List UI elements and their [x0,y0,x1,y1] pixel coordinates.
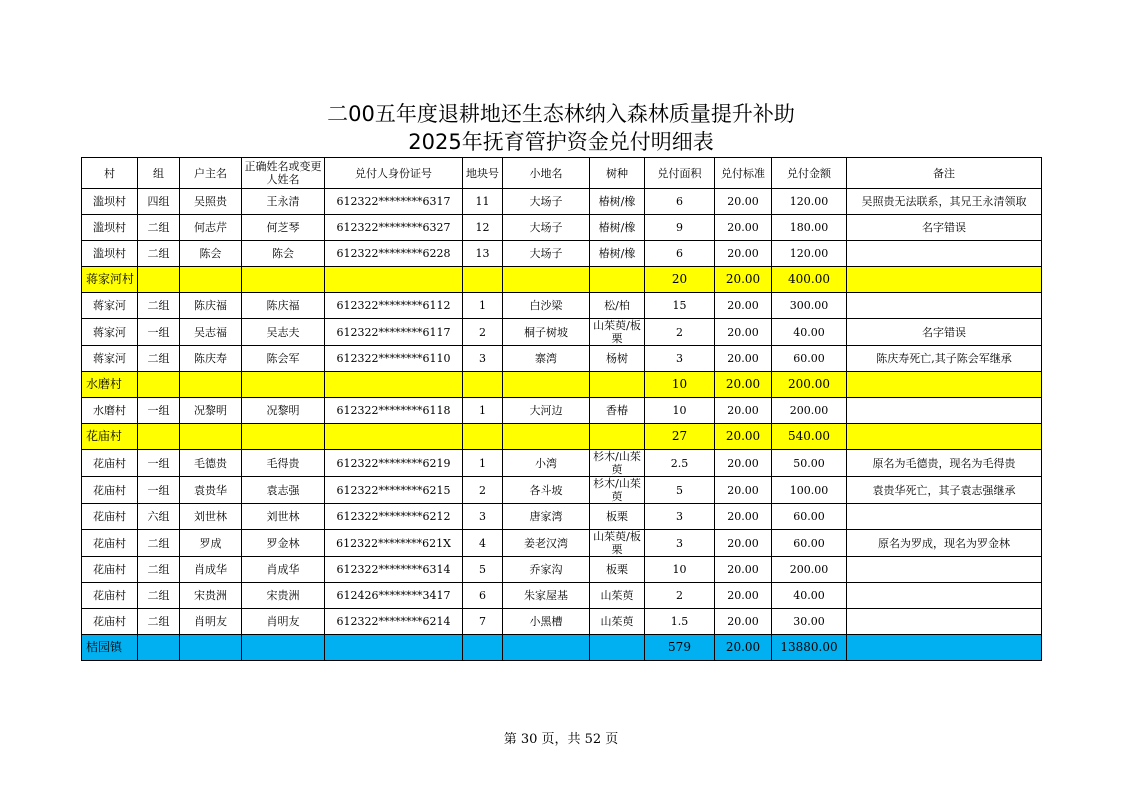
cell-amount: 120.00 [772,241,847,267]
header-area: 兑付面积 [645,158,715,189]
cell-householder: 宋贵洲 [180,583,242,609]
cell-correct-name: 肖成华 [242,557,325,583]
cell-tree-species: 杉木/山茱萸 [590,477,645,504]
cell-amount: 50.00 [772,450,847,477]
cell-correct-name: 袁志强 [242,477,325,504]
cell-tree-species: 板栗 [590,557,645,583]
cell-correct-name: 毛得贵 [242,450,325,477]
cell-id-number: 612322********6110 [325,346,463,372]
cell-area: 3 [645,530,715,557]
cell-householder: 陈会 [180,241,242,267]
page-footer: 第 30 页，共 52 页 [503,732,619,747]
cell-standard: 20.00 [715,450,772,477]
cell-place-name: 小湾 [503,450,590,477]
cell-standard: 20.00 [715,504,772,530]
cell-correct-name: 刘世林 [242,504,325,530]
cell-householder [180,267,242,293]
subtotal-row [82,372,1042,398]
table-row [82,189,1042,215]
cell-group [138,424,180,450]
cell-remark: 名字错误 [847,319,1042,346]
cell-remark [847,241,1042,267]
cell-plot-no: 5 [463,557,503,583]
cell-standard: 20.00 [715,530,772,557]
header-id-number: 兑付人身份证号 [325,158,463,189]
cell-area: 3 [645,346,715,372]
cell-correct-name: 陈会 [242,241,325,267]
cell-plot-no: 2 [463,319,503,346]
header-village: 村 [82,158,138,189]
cell-group: 二组 [138,609,180,635]
cell-remark: 袁贵华死亡，其子袁志强继承 [847,477,1042,504]
subtotal-row [82,267,1042,293]
cell-id-number: 612322********621X [325,530,463,557]
cell-plot-no [463,424,503,450]
cell-area: 1.5 [645,609,715,635]
cell-amount: 13880.00 [772,635,847,661]
cell-tree-species: 山茱萸/板栗 [590,530,645,557]
cell-place-name [503,267,590,293]
cell-standard: 20.00 [715,635,772,661]
cell-id-number [325,267,463,293]
cell-tree-species [590,424,645,450]
cell-group: 二组 [138,557,180,583]
cell-village: 花庙村 [82,477,138,504]
cell-tree-species: 椿树/橡 [590,189,645,215]
table-row [82,557,1042,583]
header-standard: 兑付标准 [715,158,772,189]
cell-group: 四组 [138,189,180,215]
cell-group [138,635,180,661]
cell-amount: 40.00 [772,583,847,609]
cell-id-number: 612322********6212 [325,504,463,530]
cell-id-number [325,424,463,450]
payment-table [81,157,1042,661]
cell-amount: 200.00 [772,372,847,398]
cell-remark [847,424,1042,450]
total-row [82,635,1042,661]
table-row [82,609,1042,635]
cell-village: 滥坝村 [82,241,138,267]
cell-village: 蒋家河村 [82,267,138,293]
cell-group [138,267,180,293]
table-row [82,319,1042,346]
cell-group: 二组 [138,583,180,609]
table-row [82,346,1042,372]
cell-plot-no [463,635,503,661]
cell-place-name: 姜老汉湾 [503,530,590,557]
cell-group: 二组 [138,346,180,372]
cell-standard: 20.00 [715,189,772,215]
cell-village: 花庙村 [82,504,138,530]
cell-correct-name [242,635,325,661]
cell-village: 蒋家河 [82,293,138,319]
cell-id-number: 612322********6228 [325,241,463,267]
cell-tree-species: 杉木/山茱萸 [590,450,645,477]
cell-householder: 袁贵华 [180,477,242,504]
cell-plot-no [463,267,503,293]
cell-tree-species: 杨树 [590,346,645,372]
cell-householder: 毛德贵 [180,450,242,477]
cell-remark [847,557,1042,583]
cell-area: 10 [645,398,715,424]
cell-amount: 60.00 [772,504,847,530]
table-row [82,583,1042,609]
cell-area: 20 [645,267,715,293]
cell-village: 水磨村 [82,398,138,424]
table-row [82,293,1042,319]
header-group: 组 [138,158,180,189]
cell-remark [847,372,1042,398]
cell-tree-species: 山茱萸 [590,583,645,609]
cell-place-name: 小黑槽 [503,609,590,635]
cell-group: 二组 [138,241,180,267]
cell-householder: 肖成华 [180,557,242,583]
cell-group: 一组 [138,398,180,424]
cell-area: 5 [645,477,715,504]
cell-village: 花庙村 [82,424,138,450]
cell-remark [847,609,1042,635]
cell-tree-species [590,267,645,293]
cell-id-number: 612322********6214 [325,609,463,635]
cell-id-number: 612426********3417 [325,583,463,609]
cell-id-number: 612322********6327 [325,215,463,241]
cell-amount: 200.00 [772,398,847,424]
cell-place-name [503,372,590,398]
cell-plot-no: 1 [463,398,503,424]
cell-amount: 120.00 [772,189,847,215]
table-row [82,450,1042,477]
cell-village: 蒋家河 [82,319,138,346]
cell-id-number: 612322********6117 [325,319,463,346]
cell-standard: 20.00 [715,557,772,583]
cell-householder: 吴照贵 [180,189,242,215]
cell-group: 二组 [138,293,180,319]
cell-remark: 陈庆寿死亡,其子陈会军继承 [847,346,1042,372]
cell-amount: 180.00 [772,215,847,241]
cell-area: 27 [645,424,715,450]
cell-correct-name: 况黎明 [242,398,325,424]
cell-householder: 吴志福 [180,319,242,346]
cell-standard: 20.00 [715,583,772,609]
cell-plot-no: 13 [463,241,503,267]
cell-group: 一组 [138,450,180,477]
cell-amount: 60.00 [772,530,847,557]
cell-remark: 原名为毛德贵，现名为毛得贵 [847,450,1042,477]
cell-standard: 20.00 [715,372,772,398]
page-subtitle: 2025年抚育管护资金兑付明细表 [408,130,714,154]
cell-correct-name [242,424,325,450]
cell-place-name: 桐子树坡 [503,319,590,346]
cell-place-name: 各斗坡 [503,477,590,504]
cell-place-name: 白沙梁 [503,293,590,319]
cell-remark: 原名为罗成，现名为罗金林 [847,530,1042,557]
cell-group: 六组 [138,504,180,530]
cell-standard: 20.00 [715,319,772,346]
cell-place-name: 唐家湾 [503,504,590,530]
cell-remark [847,583,1042,609]
cell-remark: 吴照贵无法联系，其兄王永清领取 [847,189,1042,215]
cell-id-number: 612322********6314 [325,557,463,583]
cell-remark [847,635,1042,661]
cell-plot-no: 1 [463,450,503,477]
cell-correct-name: 宋贵洲 [242,583,325,609]
header-remark: 备注 [847,158,1042,189]
cell-place-name: 大场子 [503,189,590,215]
header-correct-name: 正确姓名或变更人姓名 [242,158,325,189]
cell-standard: 20.00 [715,398,772,424]
cell-plot-no: 6 [463,583,503,609]
cell-householder: 陈庆寿 [180,346,242,372]
cell-village: 桔园镇 [82,635,138,661]
cell-householder: 刘世林 [180,504,242,530]
cell-remark [847,293,1042,319]
cell-place-name: 寨湾 [503,346,590,372]
cell-correct-name: 陈会军 [242,346,325,372]
cell-area: 9 [645,215,715,241]
header-plot-no: 地块号 [463,158,503,189]
cell-id-number: 612322********6219 [325,450,463,477]
cell-amount: 540.00 [772,424,847,450]
cell-householder: 况黎明 [180,398,242,424]
cell-householder: 罗成 [180,530,242,557]
table-row [82,241,1042,267]
cell-tree-species: 板栗 [590,504,645,530]
cell-tree-species: 山茱萸/板栗 [590,319,645,346]
cell-standard: 20.00 [715,346,772,372]
cell-tree-species: 椿树/橡 [590,215,645,241]
cell-correct-name [242,267,325,293]
subtotal-row [82,424,1042,450]
cell-area: 2 [645,583,715,609]
cell-amount: 100.00 [772,477,847,504]
cell-place-name [503,424,590,450]
cell-area: 2.5 [645,450,715,477]
cell-group: 一组 [138,319,180,346]
cell-village: 花庙村 [82,450,138,477]
cell-householder [180,635,242,661]
cell-plot-no: 4 [463,530,503,557]
cell-standard: 20.00 [715,424,772,450]
cell-area: 2 [645,319,715,346]
cell-correct-name: 罗金林 [242,530,325,557]
table-row [82,504,1042,530]
cell-plot-no: 1 [463,293,503,319]
cell-householder: 陈庆福 [180,293,242,319]
header-tree-species: 树种 [590,158,645,189]
cell-village: 水磨村 [82,372,138,398]
cell-id-number [325,372,463,398]
cell-householder: 肖明友 [180,609,242,635]
cell-village: 滥坝村 [82,215,138,241]
table-row [82,530,1042,557]
cell-id-number: 612322********6112 [325,293,463,319]
cell-plot-no: 7 [463,609,503,635]
cell-standard: 20.00 [715,609,772,635]
cell-tree-species: 山茱萸 [590,609,645,635]
cell-householder [180,372,242,398]
cell-village: 滥坝村 [82,189,138,215]
cell-standard: 20.00 [715,293,772,319]
cell-group [138,372,180,398]
header-amount: 兑付金额 [772,158,847,189]
cell-id-number: 612322********6118 [325,398,463,424]
cell-group: 一组 [138,477,180,504]
header-place-name: 小地名 [503,158,590,189]
cell-correct-name: 王永清 [242,189,325,215]
cell-group: 二组 [138,215,180,241]
cell-standard: 20.00 [715,241,772,267]
cell-id-number: 612322********6317 [325,189,463,215]
cell-place-name: 朱家屋基 [503,583,590,609]
cell-householder: 何志芹 [180,215,242,241]
cell-place-name: 大河边 [503,398,590,424]
cell-tree-species [590,372,645,398]
cell-remark [847,504,1042,530]
cell-tree-species: 松/柏 [590,293,645,319]
cell-correct-name: 肖明友 [242,609,325,635]
cell-remark: 名字错误 [847,215,1042,241]
cell-remark [847,398,1042,424]
cell-village: 蒋家河 [82,346,138,372]
cell-village: 花庙村 [82,609,138,635]
cell-place-name: 乔家沟 [503,557,590,583]
cell-area: 579 [645,635,715,661]
cell-standard: 20.00 [715,477,772,504]
cell-area: 6 [645,241,715,267]
cell-correct-name: 吴志夫 [242,319,325,346]
cell-id-number [325,635,463,661]
table-row [82,215,1042,241]
cell-standard: 20.00 [715,215,772,241]
page-title: 二00五年度退耕地还生态林纳入森林质量提升补助 [327,102,795,126]
cell-tree-species: 椿树/橡 [590,241,645,267]
cell-village: 花庙村 [82,530,138,557]
cell-amount: 300.00 [772,293,847,319]
cell-amount: 30.00 [772,609,847,635]
cell-area: 6 [645,189,715,215]
cell-id-number: 612322********6215 [325,477,463,504]
cell-area: 10 [645,557,715,583]
cell-area: 10 [645,372,715,398]
header-row [82,158,1042,189]
cell-amount: 60.00 [772,346,847,372]
cell-householder [180,424,242,450]
cell-correct-name: 何芝琴 [242,215,325,241]
cell-plot-no: 2 [463,477,503,504]
cell-village: 花庙村 [82,583,138,609]
header-householder: 户主名 [180,158,242,189]
cell-standard: 20.00 [715,267,772,293]
table-row [82,398,1042,424]
cell-tree-species [590,635,645,661]
cell-plot-no: 12 [463,215,503,241]
cell-plot-no: 3 [463,504,503,530]
cell-plot-no: 11 [463,189,503,215]
cell-amount: 40.00 [772,319,847,346]
cell-correct-name: 陈庆福 [242,293,325,319]
cell-plot-no: 3 [463,346,503,372]
cell-correct-name [242,372,325,398]
cell-amount: 400.00 [772,267,847,293]
cell-place-name: 大场子 [503,215,590,241]
cell-plot-no [463,372,503,398]
cell-place-name [503,635,590,661]
cell-group: 二组 [138,530,180,557]
cell-area: 3 [645,504,715,530]
cell-remark [847,267,1042,293]
cell-area: 15 [645,293,715,319]
cell-tree-species: 香椿 [590,398,645,424]
table-row [82,477,1042,504]
cell-village: 花庙村 [82,557,138,583]
cell-place-name: 大场子 [503,241,590,267]
cell-amount: 200.00 [772,557,847,583]
